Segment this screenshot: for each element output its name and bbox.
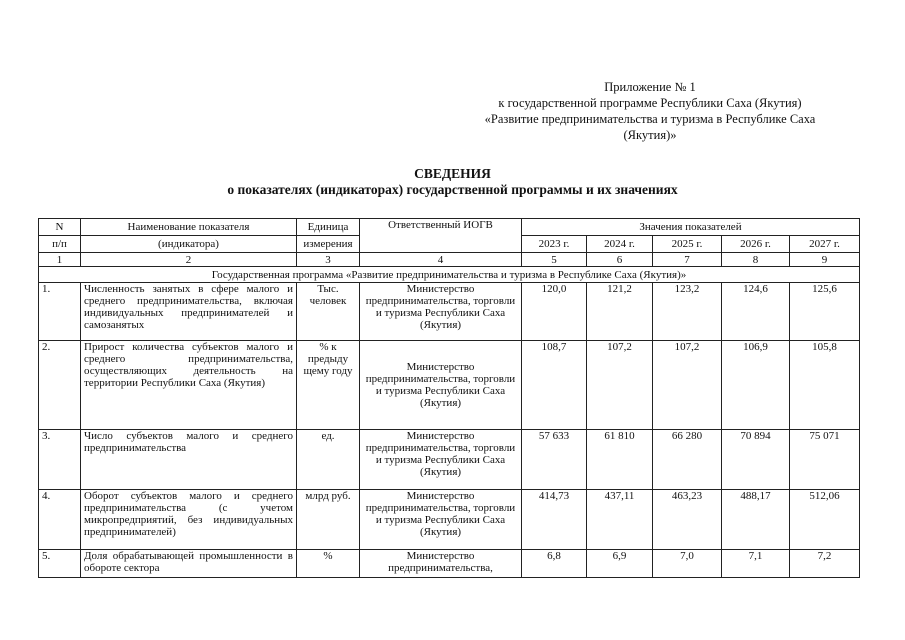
program-title: Государственная программа «Развитие предпринимательства и туризма в Республике Саха (Якутия)»: [39, 267, 860, 283]
value-2027: 125,6: [790, 283, 860, 341]
value-2023: 57 633: [522, 430, 587, 490]
header-year-2026: 2026 г.: [722, 236, 790, 253]
appendix-program-name-end: (Якутия)»: [623, 128, 677, 142]
value-2026: 7,1: [722, 550, 790, 578]
row-number: 2.: [39, 341, 81, 430]
responsible-body: Министерство предпринимательства,: [360, 550, 522, 578]
column-number: 7: [653, 253, 722, 267]
value-2024: 437,11: [587, 490, 653, 550]
unit-of-measure: %: [297, 550, 360, 578]
responsible-body: Министерство предпринимательства, торговли и туризма Республики Саха (Якутия): [360, 341, 522, 430]
indicator-name: Число субъектов малого и среднего предпринимательства: [81, 430, 297, 490]
unit-of-measure: % к предыду щему году: [297, 341, 360, 430]
responsible-body: Министерство предпринимательства, торговли и туризма Республики Саха (Якутия): [360, 490, 522, 550]
appendix-reference: к государственной программе Республики Саха (Якутия): [498, 96, 802, 110]
value-2026: 488,17: [722, 490, 790, 550]
value-2024: 121,2: [587, 283, 653, 341]
header-unit-b: измерения: [297, 236, 360, 253]
column-numbers-row: [39, 253, 860, 267]
appendix-program-name: «Развитие предпринимательства и туризма в Республике Саха: [484, 112, 816, 126]
row-number: 5.: [39, 550, 81, 578]
header-year-2025: 2025 г.: [653, 236, 722, 253]
responsible-body: Министерство предпринимательства, торговли и туризма Республики Саха (Якутия): [360, 283, 522, 341]
value-2026: 124,6: [722, 283, 790, 341]
indicator-name: Прирост количества субъектов малого и среднего предпринимательства, осуществляющих деятельность на территории Республики Саха (Якутия): [81, 341, 297, 430]
header-num-a: N: [39, 219, 81, 236]
appendix-number: Приложение № 1: [604, 80, 696, 94]
indicator-name: Оборот субъектов малого и среднего предпринимательства (с учетом микропредприятий, без индивидуальных предпринимателей): [81, 490, 297, 550]
title-main: СВЕДЕНИЯ: [414, 166, 491, 181]
table-row: [39, 490, 860, 550]
responsible-body: Министерство предпринимательства, торговли и туризма Республики Саха (Якутия): [360, 430, 522, 490]
column-number: 4: [360, 253, 522, 267]
value-2024: 107,2: [587, 341, 653, 430]
header-num-b: п/п: [39, 236, 81, 253]
value-2025: 7,0: [653, 550, 722, 578]
table-row: [39, 341, 860, 430]
table-row: [39, 550, 860, 578]
unit-of-measure: млрд руб.: [297, 490, 360, 550]
column-number: 2: [81, 253, 297, 267]
value-2027: 7,2: [790, 550, 860, 578]
indicator-name: Численность занятых в сфере малого и среднего предпринимательства, включая индивидуальных предпринимателей и самозанятых: [81, 283, 297, 341]
header-year-2027: 2027 г.: [790, 236, 860, 253]
column-number: 8: [722, 253, 790, 267]
header-responsible: Ответственный ИОГВ: [360, 219, 522, 253]
value-2025: 66 280: [653, 430, 722, 490]
appendix-heading: [430, 79, 870, 143]
table-row: [39, 430, 860, 490]
header-values: Значения показателей: [522, 219, 860, 236]
header-name-a: Наименование показателя: [81, 219, 297, 236]
value-2025: 123,2: [653, 283, 722, 341]
column-number: 1: [39, 253, 81, 267]
header-year-2024: 2024 г.: [587, 236, 653, 253]
row-number: 1.: [39, 283, 81, 341]
value-2026: 106,9: [722, 341, 790, 430]
table-row: [39, 283, 860, 341]
header-unit-a: Единица: [297, 219, 360, 236]
value-2023: 414,73: [522, 490, 587, 550]
column-number: 3: [297, 253, 360, 267]
value-2027: 75 071: [790, 430, 860, 490]
value-2024: 61 810: [587, 430, 653, 490]
value-2023: 108,7: [522, 341, 587, 430]
unit-of-measure: Тыс. человек: [297, 283, 360, 341]
header-name-b: (индикатора): [81, 236, 297, 253]
indicator-name: Доля обрабатывающей промышленности в обороте сектора: [81, 550, 297, 578]
column-number: 6: [587, 253, 653, 267]
row-number: 4.: [39, 490, 81, 550]
column-number: 9: [790, 253, 860, 267]
indicators-table: [38, 218, 860, 578]
value-2024: 6,9: [587, 550, 653, 578]
column-number: 5: [522, 253, 587, 267]
program-row: [39, 267, 860, 283]
value-2026: 70 894: [722, 430, 790, 490]
title-subtitle: о показателях (индикаторах) государственной программы и их значениях: [227, 182, 678, 197]
value-2023: 6,8: [522, 550, 587, 578]
value-2025: 107,2: [653, 341, 722, 430]
header-year-2023: 2023 г.: [522, 236, 587, 253]
document-title: [0, 166, 905, 198]
value-2023: 120,0: [522, 283, 587, 341]
value-2025: 463,23: [653, 490, 722, 550]
value-2027: 105,8: [790, 341, 860, 430]
unit-of-measure: ед.: [297, 430, 360, 490]
row-number: 3.: [39, 430, 81, 490]
value-2027: 512,06: [790, 490, 860, 550]
header-row: [39, 219, 860, 236]
